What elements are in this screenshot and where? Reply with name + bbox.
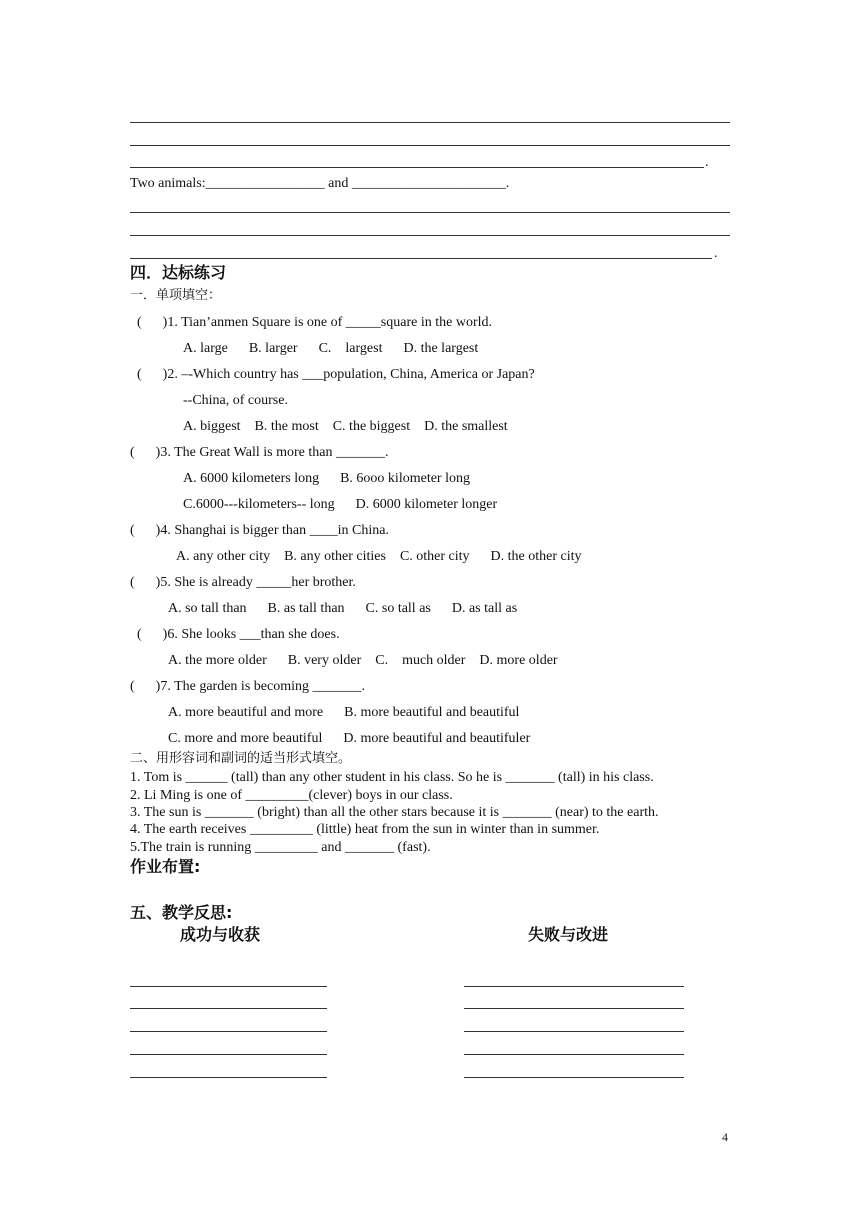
section-5-title: 五、教学反思: bbox=[130, 903, 233, 922]
question-2-options: A. biggest B. the most C. the biggest D. the smallest bbox=[183, 419, 508, 434]
question-2-context: --China, of course. bbox=[183, 393, 288, 408]
question-2-stem: ( )2. –-Which country has ___population, China, America or Japan? bbox=[137, 367, 535, 382]
question-4-options: A. any other city B. any other cities C. other city D. the other city bbox=[176, 549, 582, 564]
answer-line bbox=[130, 212, 730, 213]
question-3-options-a: A. 6000 kilometers long B. 6ooo kilometer long bbox=[183, 471, 470, 486]
question-1-stem: ( )1. Tian’anmen Square is one of _____square in the world. bbox=[137, 315, 492, 330]
question-6-stem: ( )6. She looks ___than she does. bbox=[137, 627, 340, 642]
failure-line bbox=[464, 1008, 684, 1009]
failure-column-label: 失败与改进 bbox=[528, 925, 609, 944]
success-line bbox=[130, 1031, 327, 1032]
part-2-title: 二、用形容词和副词的适当形式填空。 bbox=[130, 751, 352, 766]
success-line bbox=[130, 1054, 327, 1055]
question-4-stem: ( )4. Shanghai is bigger than ____in China. bbox=[130, 523, 389, 538]
answer-line bbox=[130, 122, 730, 123]
answer-line bbox=[130, 167, 704, 168]
line-end-period: . bbox=[714, 246, 718, 261]
section-4-title: 四．达标练习 bbox=[130, 263, 227, 282]
question-7-options-a: A. more beautiful and more B. more beautiful and beautiful bbox=[168, 705, 520, 720]
question-5-options: A. so tall than B. as tall than C. so tall as D. as tall as bbox=[168, 601, 518, 616]
answer-line bbox=[130, 258, 712, 259]
fill-item: 4. The earth receives _________ (little) heat from the sun in winter than in summer. bbox=[130, 822, 600, 837]
question-7-options-b: C. more and more beautiful D. more beautiful and beautifuler bbox=[168, 731, 531, 746]
success-column-label: 成功与收获 bbox=[180, 925, 261, 944]
failure-line bbox=[464, 1031, 684, 1032]
success-line bbox=[130, 1008, 327, 1009]
answer-line bbox=[130, 235, 730, 236]
question-3-stem: ( )3. The Great Wall is more than _______. bbox=[130, 445, 389, 460]
fill-item: 1. Tom is ______ (tall) than any other student in his class. So he is _______ (tall) in his class. bbox=[130, 770, 654, 785]
fill-item: 3. The sun is _______ (bright) than all the other stars because it is _______ (near) to the earth. bbox=[130, 805, 659, 820]
success-line bbox=[130, 986, 327, 987]
failure-line bbox=[464, 986, 684, 987]
homework-title: 作业布置: bbox=[130, 857, 201, 876]
question-5-stem: ( )5. She is already _____her brother. bbox=[130, 575, 356, 590]
failure-line bbox=[464, 1054, 684, 1055]
line-end-period: . bbox=[705, 155, 709, 170]
question-3-options-b: C.6000---kilometers-- long D. 6000 kilometer longer bbox=[183, 497, 498, 512]
fill-item: 2. Li Ming is one of _________(clever) boys in our class. bbox=[130, 788, 453, 803]
question-1-options: A. large B. larger C. largest D. the largest bbox=[183, 341, 479, 356]
animals-line: Two animals:_________________ and ______________________. bbox=[130, 176, 510, 191]
failure-line bbox=[464, 1077, 684, 1078]
part-1-title: 一．单项填空： bbox=[130, 288, 222, 303]
fill-item: 5.The train is running _________ and _______ (fast). bbox=[130, 840, 431, 855]
question-6-options: A. the more older B. very older C. much older D. more older bbox=[168, 653, 558, 668]
success-line bbox=[130, 1077, 327, 1078]
page-number: 4 bbox=[722, 1130, 728, 1144]
question-7-stem: ( )7. The garden is becoming _______. bbox=[130, 679, 365, 694]
answer-line bbox=[130, 145, 730, 146]
